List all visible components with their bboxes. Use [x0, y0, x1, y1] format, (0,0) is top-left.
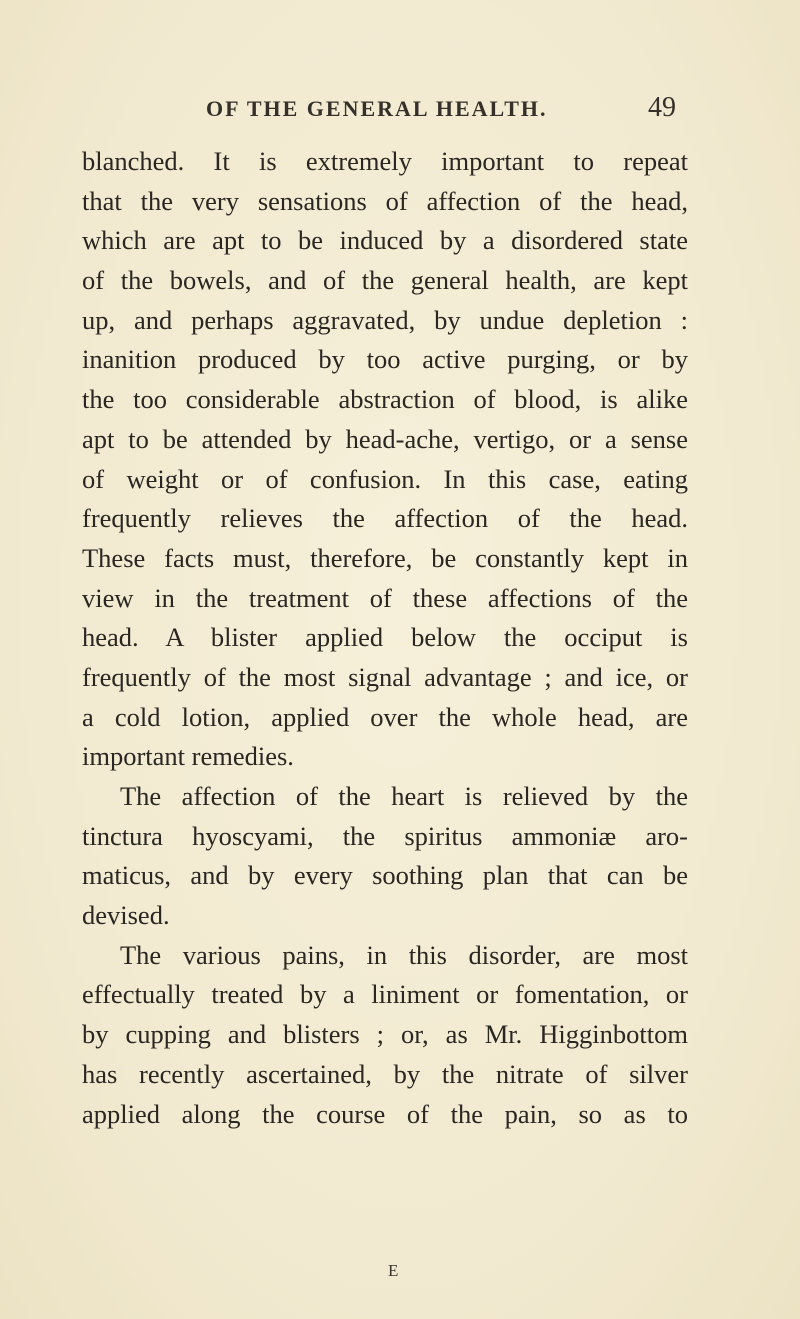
text-line: The affection of the heart is relieved by the	[120, 781, 688, 811]
text-line: view in the treatment of these affections of the	[82, 582, 688, 613]
text-line: a cold lotion, applied over the whole head, are	[82, 701, 688, 732]
text-line: applied along the course of the pain, so as to	[82, 1098, 688, 1129]
text-line: of weight or of confusion. In this case, eating	[82, 463, 688, 494]
text-line: the too considerable abstraction of blood, is alike	[82, 384, 688, 415]
text-line: important remedies.	[82, 741, 294, 772]
text-line: which are apt to be induced by a disordered state	[82, 225, 688, 256]
body-text	[82, 142, 688, 1134]
running-head: OF THE GENERAL HEALTH.	[206, 96, 548, 121]
text-line: inanition produced by too active purging, or by	[82, 344, 688, 375]
text-line: frequently of the most signal advantage ; and ice, or	[82, 661, 688, 692]
text-line: effectually treated by a liniment or fomentation, or	[82, 979, 688, 1010]
page-header	[0, 92, 800, 132]
text-line: maticus, and by every soothing plan that can be	[82, 860, 688, 891]
text-line: These facts must, therefore, be constantly kept in	[82, 542, 688, 573]
text-line: The various pains, in this disorder, are most	[120, 939, 688, 970]
text-line: devised.	[82, 900, 170, 931]
page-number: 49	[648, 92, 676, 123]
signature-mark: E	[388, 1261, 399, 1280]
text-line: frequently relieves the affection of the head.	[82, 503, 688, 534]
text-line: has recently ascertained, by the nitrate of silver	[82, 1058, 688, 1089]
text-line: that the very sensations of affection of the head,	[82, 185, 688, 216]
text-line: up, and perhaps aggravated, by undue depletion :	[82, 304, 688, 335]
text-line: blanched. It is extremely important to repeat	[82, 146, 688, 176]
text-line: tinctura hyoscyami, the spiritus ammoniæ aro-	[82, 820, 688, 851]
text-line: apt to be attended by head-ache, vertigo, or a sense	[82, 423, 688, 454]
text-line: by cupping and blisters ; or, as Mr. Higginbottom	[82, 1019, 688, 1050]
text-line: of the bowels, and of the general health, are kept	[82, 265, 688, 296]
text-line: head. A blister applied below the occiput is	[82, 622, 688, 653]
